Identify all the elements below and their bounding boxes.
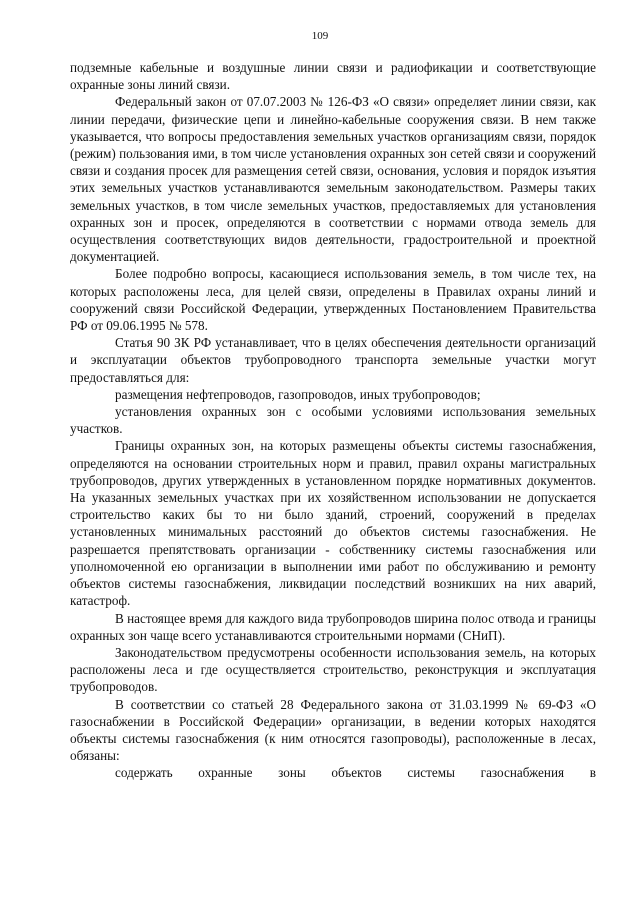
paragraph: В настоящее время для каждого вида трубопроводов ширина полос отвода и границы охранных зон чаще всего устанавливаются строительными нормами (СНиП). — [70, 610, 596, 643]
paragraph: размещения нефтепроводов, газопроводов, иных трубопроводов; — [115, 386, 481, 402]
paragraph: содержать охранные зоны объектов системы газоснабжения в — [115, 765, 596, 781]
paragraph: Более подробно вопросы, касающиеся использования земель, в том числе тех, на которых расположены леса, для целей связи, определены в Правилах охраны линий и сооружений связи Российской Федерации, утвержденных Постановлением Правительства РФ от 09.06.1995 № 578. — [70, 266, 596, 334]
document-body — [70, 59, 596, 782]
paragraph: установления охранных зон с особыми условиями использования земельных участков. — [70, 404, 596, 437]
paragraph: Границы охранных зон, на которых размещены объекты системы газоснабжения, определяются на основании строительных норм и правил, правил охраны магистральных трубопроводов, других утвержденных в установленном порядке нормативных документов. На указанных земельных участках при их хозяйственном использовании не допускается строительство каких бы то ни было зданий, строений, сооружений в пределах установленных минимальных расстояний до объектов системы газоснабжения. Не разрешается препятствовать организации - собственнику системы газоснабжения или уполномоченной ею организации в выполнении ими работ по обслуживанию и ремонту объектов системы газоснабжения, ликвидации последствий возникших на них аварий, катастроф. — [70, 438, 596, 609]
paragraph: подземные кабельные и воздушные линии связи и радиофикации и соответствующие охранные зоны линий связи. — [70, 60, 596, 93]
page-number: 109 — [311, 30, 329, 42]
paragraph: Законодательством предусмотрены особенности использования земель, на которых расположены леса и где осуществляется строительство, реконструкция и эксплуатация трубопроводов. — [70, 644, 596, 695]
paragraph: Федеральный закон от 07.07.2003 № 126-ФЗ «О связи» определяет линии связи, как линии передачи, физические цепи и линейно-кабельные сооружения связи. В нем также указывается, что вопросы предоставления земельных участков организациям связи, порядок (режим) пользования ими, в том числе установления охранных зон сетей связи и сооружений связи и создания просек для размещения сетей связи, основания, условия и порядок изъятия этих земельных участков устанавливаются земельным законодательством. Размеры таких земельных участков, в том числе земельных участков, предоставляемых для установления охранных зон и просек, определяются в соответствии с нормами отвода земель для осуществления соответствующих видов деятельности, градостроительной и проектной документацией. — [70, 94, 596, 265]
paragraph: В соответствии со статьей 28 Федерального закона от 31.03.1999 № 69-ФЗ «О газоснабжении в Российской Федерации» организации, в ведении которых находятся объекты системы газоснабжения (к ним относятся газопроводы), расположенные в лесах, обязаны: — [70, 696, 596, 764]
paragraph: Статья 90 ЗК РФ устанавливает, что в целях обеспечения деятельности организаций и эксплуатации объектов трубопроводного транспорта земельные участки могут предоставляться для: — [70, 335, 596, 385]
